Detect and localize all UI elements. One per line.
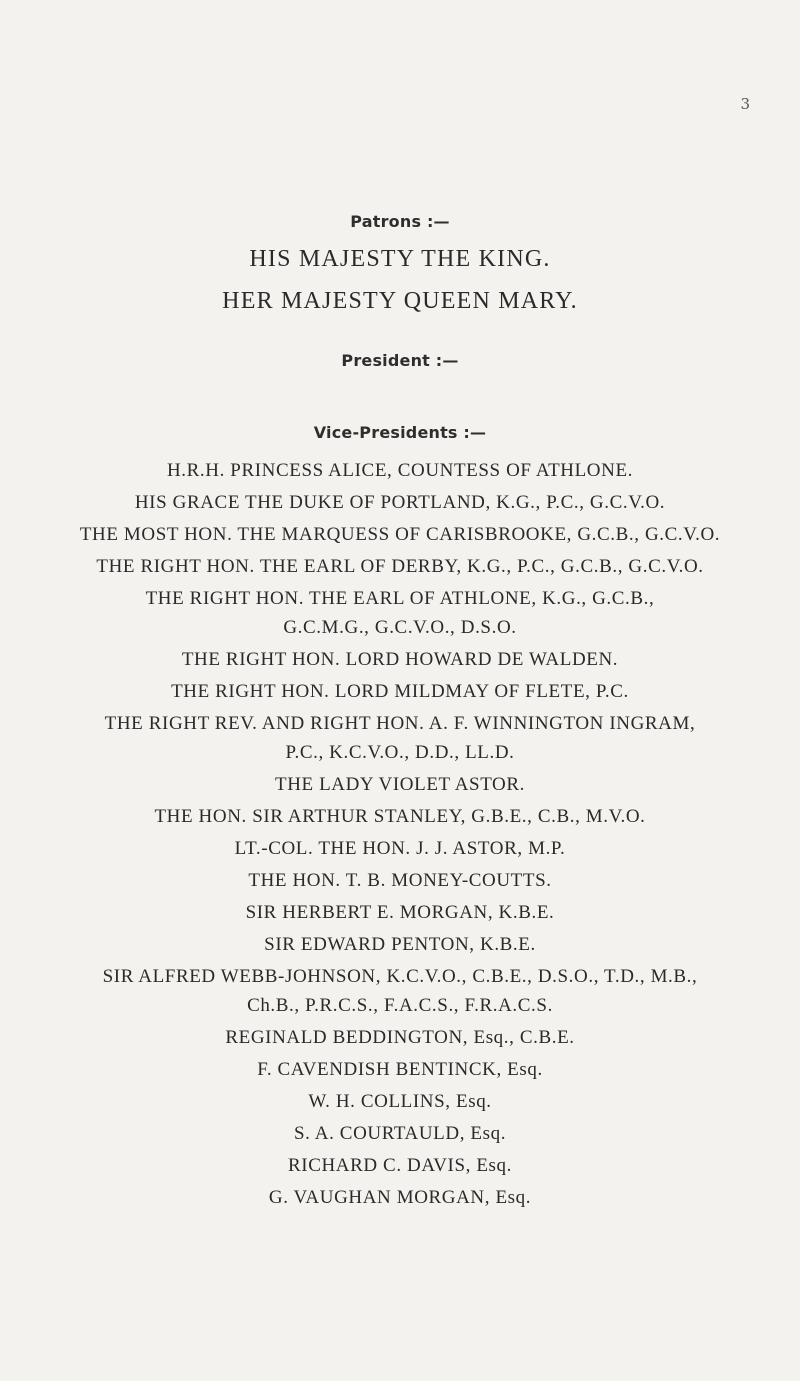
vice-president-entry [0, 680, 800, 704]
vice-president-line: HIS GRACE THE DUKE OF PORTLAND, K.G., P.C., G.C.V.O. [134, 492, 666, 513]
vice-president-line: G.C.M.G., G.C.V.O., D.S.O. [283, 617, 517, 638]
vice-president-line: THE RIGHT HON. THE EARL OF DERBY, K.G., P.C., G.C.B., G.C.V.O. [96, 556, 704, 577]
vice-presidents-heading: Vice-Presidents :— [313, 423, 487, 442]
vice-president-line: THE LADY VIOLET ASTOR. [275, 774, 525, 795]
patron-queen: HER MAJESTY QUEEN MARY. [222, 288, 578, 314]
vice-president-line: H.R.H. PRINCESS ALICE, COUNTESS OF ATHLONE. [166, 460, 634, 481]
vice-president-line: THE RIGHT HON. LORD MILDMAY OF FLETE, P.C. [171, 681, 629, 702]
vice-president-line: S. A. COURTAULD, Esq. [293, 1123, 507, 1144]
vice-president-entry [0, 1090, 800, 1114]
vice-president-line: SIR EDWARD PENTON, K.B.E. [264, 934, 536, 955]
vice-president-entry [0, 837, 800, 861]
vice-president-line: W. H. COLLINS, Esq. [308, 1091, 492, 1112]
vice-presidents-list [0, 459, 800, 1210]
page-number: 3 [740, 95, 750, 113]
vice-president-line: P.C., K.C.V.O., D.D., LL.D. [285, 742, 515, 763]
vice-president-entry [0, 1058, 800, 1082]
vice-president-line: THE HON. T. B. MONEY-COUTTS. [248, 870, 552, 891]
vice-president-line: F. CAVENDISH BENTINCK, Esq. [257, 1059, 543, 1080]
vice-president-line: SIR HERBERT E. MORGAN, K.B.E. [245, 902, 555, 923]
vice-president-line: THE RIGHT HON. THE EARL OF ATHLONE, K.G., G.C.B., [145, 588, 655, 609]
vice-president-line: THE RIGHT HON. LORD HOWARD DE WALDEN. [181, 649, 619, 670]
vice-president-line: THE HON. SIR ARTHUR STANLEY, G.B.E., C.B., M.V.O. [154, 806, 646, 827]
vice-president-line: SIR ALFRED WEBB-JOHNSON, K.C.V.O., C.B.E., D.S.O., T.D., M.B., [102, 966, 698, 987]
vice-president-entry [0, 869, 800, 893]
vice-president-line: THE MOST HON. THE MARQUESS OF CARISBROOKE, G.C.B., G.C.V.O. [79, 524, 721, 545]
vice-president-line: G. VAUGHAN MORGAN, Esq. [268, 1187, 532, 1208]
vice-president-entry [0, 555, 800, 579]
vice-president-entry [0, 933, 800, 957]
vice-president-line: Ch.B., P.R.C.S., F.A.C.S., F.R.A.C.S. [247, 995, 553, 1016]
vice-president-entry [0, 805, 800, 829]
vice-president-entry [0, 773, 800, 797]
vice-president-entry [0, 491, 800, 515]
vice-president-entry [0, 459, 800, 483]
patrons-heading: Patrons :— [350, 212, 450, 231]
vice-president-line: THE RIGHT REV. AND RIGHT HON. A. F. WINNINGTON INGRAM, [104, 713, 696, 734]
president-heading: President :— [341, 351, 459, 370]
vice-president-entry [0, 1122, 800, 1146]
vice-president-entry [0, 1186, 800, 1210]
vice-president-entry [0, 648, 800, 672]
vice-president-entry [0, 587, 800, 640]
vice-president-line: REGINALD BEDDINGTON, Esq., C.B.E. [225, 1027, 575, 1048]
vice-president-entry [0, 965, 800, 1018]
vice-president-line: RICHARD C. DAVIS, Esq. [288, 1155, 512, 1176]
patrons-document [0, 212, 800, 1218]
vice-president-entry [0, 712, 800, 765]
patron-king: HIS MAJESTY THE KING. [249, 246, 551, 272]
vice-president-entry [0, 1026, 800, 1050]
vice-president-entry [0, 1154, 800, 1178]
vice-president-line: LT.-COL. THE HON. J. J. ASTOR, M.P. [234, 838, 566, 859]
vice-president-entry [0, 901, 800, 925]
vice-president-entry [0, 523, 800, 547]
